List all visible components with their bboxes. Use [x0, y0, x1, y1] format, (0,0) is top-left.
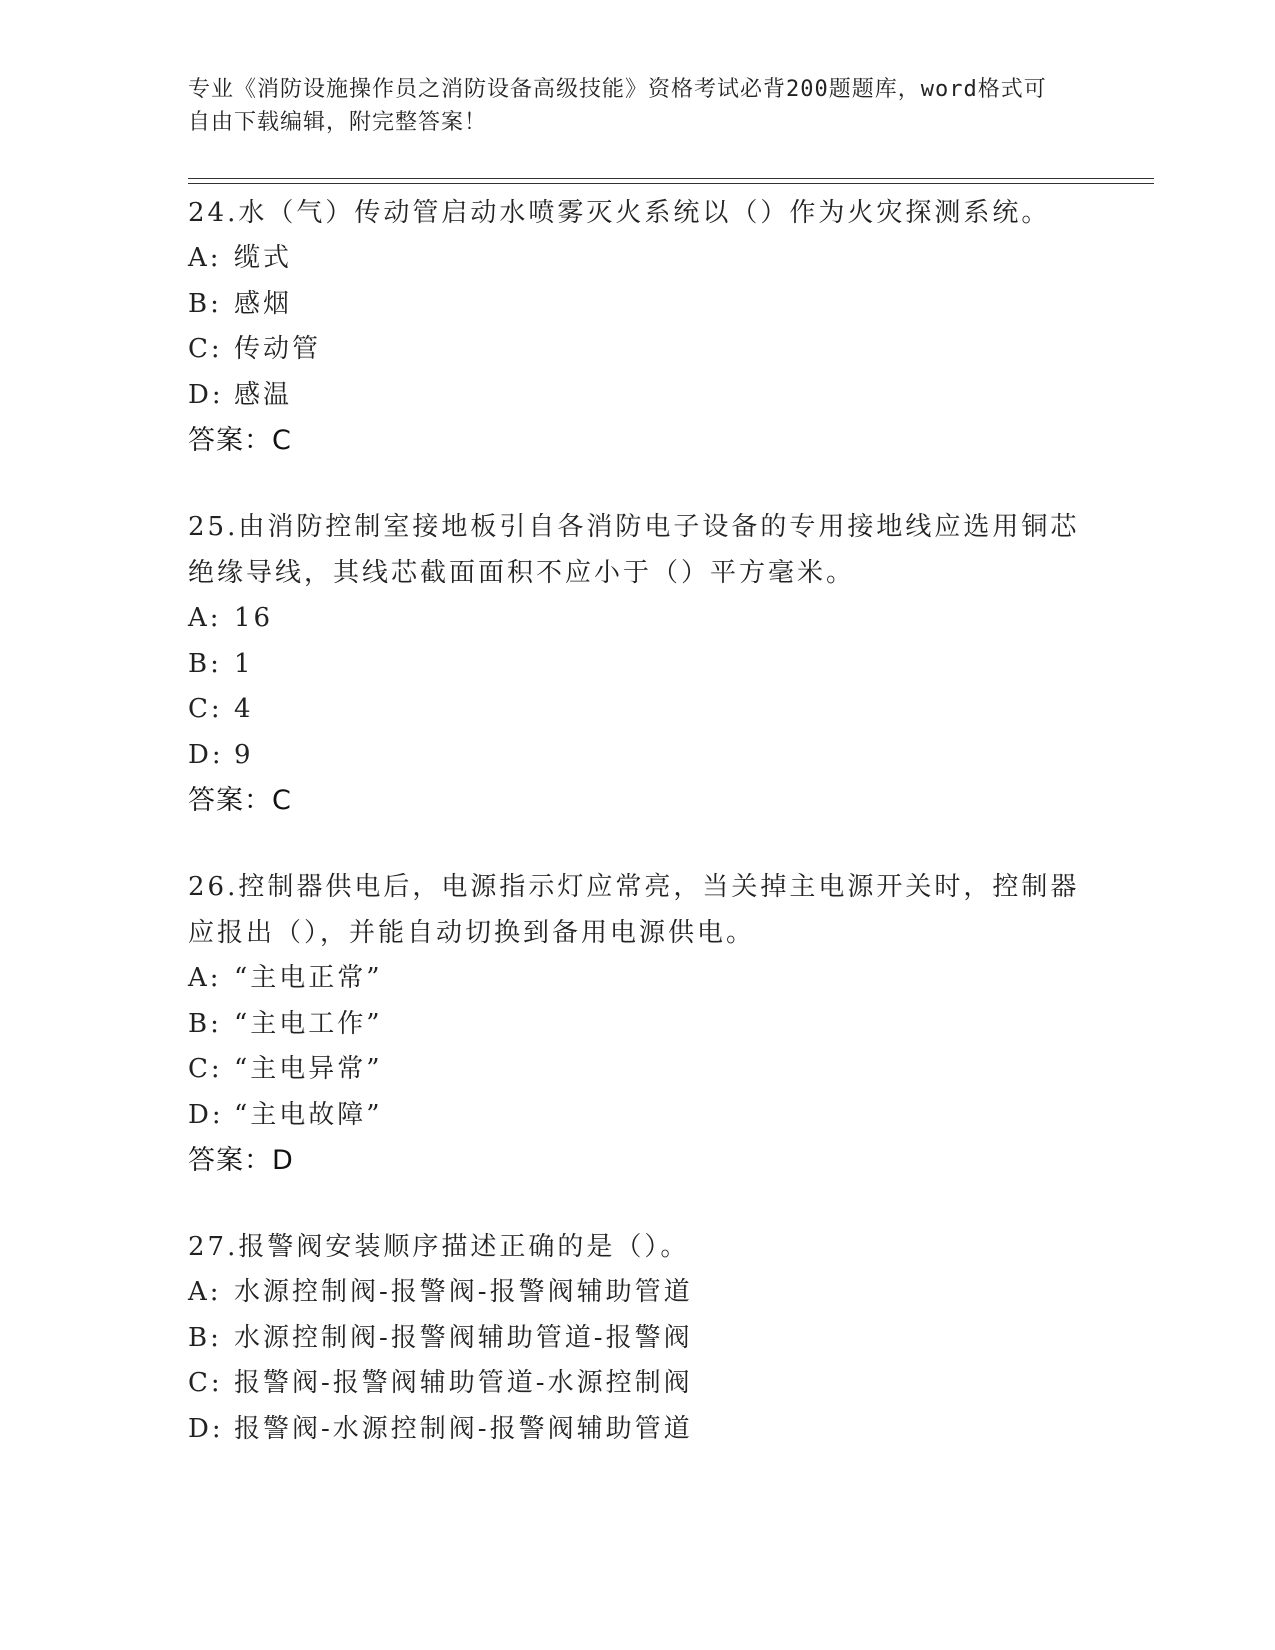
option-key: A: — [188, 963, 222, 993]
option-key: A: — [188, 1277, 222, 1307]
option-d — [188, 1407, 1088, 1453]
question-stem: 26.控制器供电后，电源指示灯应常亮，当关掉主电源开关时，控制器应报出（），并能自动切换到备用电源供电。 — [188, 872, 1080, 948]
option-text: 16 — [234, 603, 274, 633]
option-key: C: — [188, 1368, 223, 1398]
option-text: 水源控制阀-报警阀辅助管道-报警阀 — [234, 1322, 693, 1353]
option-c — [188, 327, 1088, 373]
option-key: B: — [188, 288, 222, 319]
question-24 — [188, 190, 1088, 464]
answer-line: 答案：D — [188, 1145, 294, 1176]
option-text: 水源控制阀-报警阀-报警阀辅助管道 — [234, 1277, 693, 1307]
option-text: “主电工作” — [234, 1008, 383, 1039]
question-25 — [188, 504, 1088, 824]
document-header: 专业《消防设施操作员之消防设备高级技能》资格考试必背200题题库，word格式可自由下载编辑，附完整答案！ — [188, 77, 1047, 135]
option-text: 9 — [234, 739, 254, 770]
option-text: 4 — [234, 694, 254, 724]
answer-line: 答案：C — [188, 785, 292, 816]
option-d — [188, 733, 1088, 779]
option-key: D: — [188, 739, 224, 770]
question-stem: 24.水（气）传动管启动水喷雾灭火系统以（）作为火灾探测系统。 — [188, 198, 1051, 228]
header-divider-bottom — [188, 183, 1154, 184]
option-key: D: — [188, 1413, 224, 1444]
question-26 — [188, 864, 1088, 1184]
option-c — [188, 1047, 1088, 1093]
option-key: C: — [188, 1054, 223, 1084]
option-b — [188, 1316, 1088, 1362]
option-b — [188, 282, 1088, 328]
question-27 — [188, 1224, 1088, 1452]
option-text: “主电故障” — [234, 1099, 383, 1130]
option-key: D: — [188, 1099, 224, 1130]
option-key: B: — [188, 1008, 222, 1039]
option-text: 感温 — [234, 379, 293, 410]
question-stem: 27.报警阀安装顺序描述正确的是（）。 — [188, 1232, 690, 1262]
option-d — [188, 373, 1088, 419]
option-b — [188, 642, 1088, 688]
option-a — [188, 236, 1088, 282]
option-key: C: — [188, 334, 223, 364]
option-b — [188, 1002, 1088, 1048]
question-list — [188, 190, 1088, 1492]
option-key: B: — [188, 1322, 222, 1353]
option-key: A: — [188, 243, 222, 273]
option-text: 1 — [234, 648, 254, 679]
option-c — [188, 1361, 1088, 1407]
option-key: C: — [188, 694, 223, 724]
option-text: 报警阀-水源控制阀-报警阀辅助管道 — [234, 1413, 693, 1444]
option-a — [188, 956, 1088, 1002]
option-text: “主电异常” — [234, 1054, 383, 1084]
answer-line: 答案：C — [188, 425, 292, 456]
option-d — [188, 1093, 1088, 1139]
option-a — [188, 1270, 1088, 1316]
option-text: 报警阀-报警阀辅助管道-水源控制阀 — [234, 1368, 693, 1398]
option-text: 感烟 — [234, 288, 293, 319]
header-divider-top — [188, 178, 1154, 179]
option-text: “主电正常” — [234, 963, 383, 993]
option-key: B: — [188, 648, 222, 679]
option-a — [188, 596, 1088, 642]
option-text: 传动管 — [234, 334, 322, 364]
option-c — [188, 687, 1088, 733]
option-text: 缆式 — [234, 243, 293, 273]
option-key: D: — [188, 379, 224, 410]
option-key: A: — [188, 603, 222, 633]
question-stem: 25.由消防控制室接地板引自各消防电子设备的专用接地线应选用铜芯绝缘导线，其线芯截面面积不应小于（）平方毫米。 — [188, 512, 1080, 588]
